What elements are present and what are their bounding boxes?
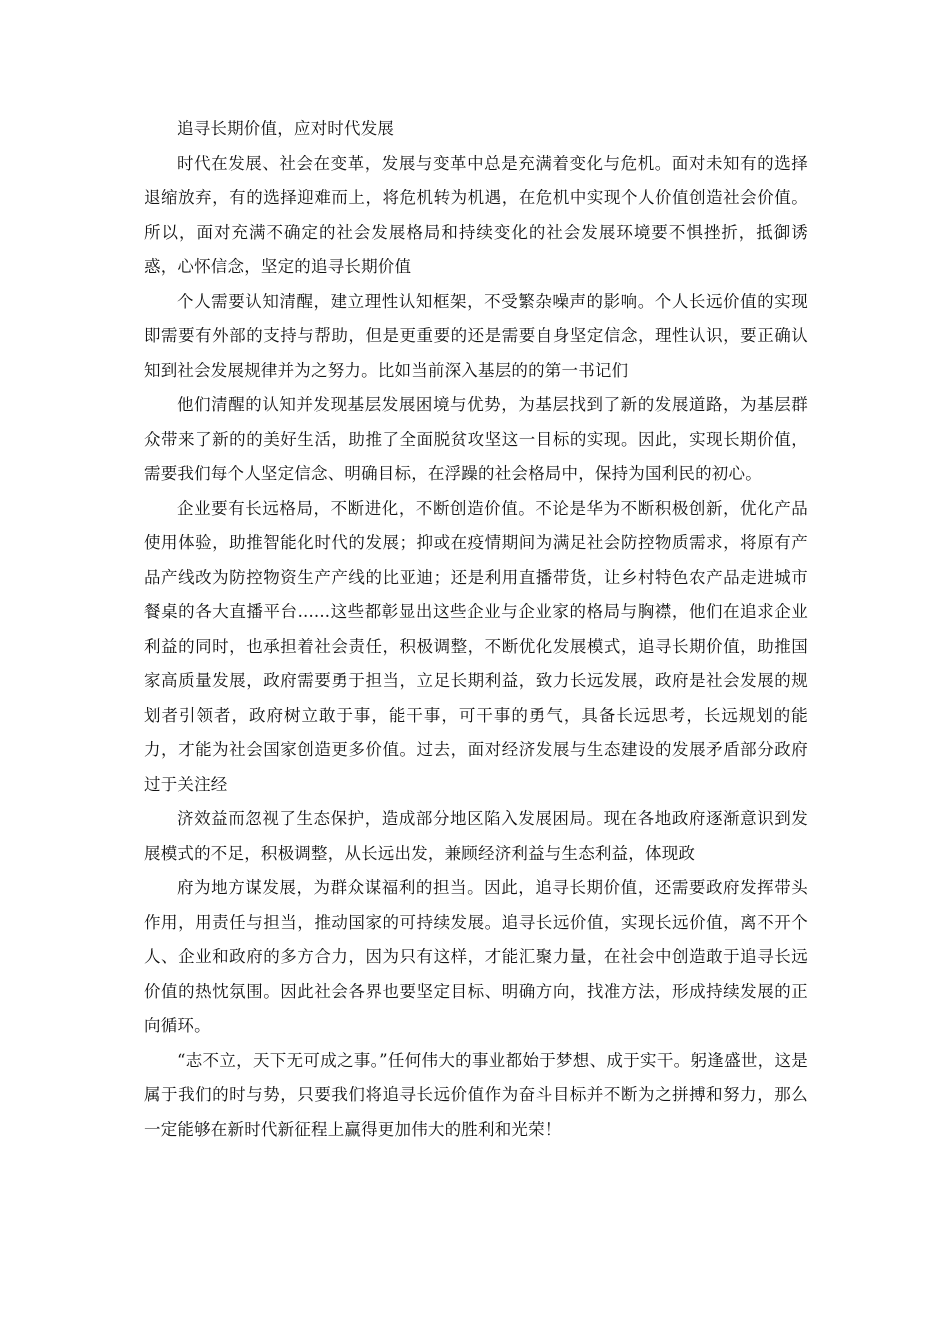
paragraph-4: 企业要有长远格局，不断进化，不断创造价值。不论是华为不断积极创新，优化产品使用体验，助推智能化时代的发展；抑或在疫情期间为满足社会防控物质需求，将原有产品产线改为防控物资生产产线的比亚迪；还是利用直播带货，让乡村特色农产品走进城市餐桌的各大直播平台......这些都彰显出这些企业与企业家的格局与胸襟，他们在追求企业利益的同时，也承担着社会责任，积极调整，不断优化发展模式，追寻长期价值，助推国家高质量发展，政府需要勇于担当，立足长期利益，致力长远发展，政府是社会发展的规划者引领者，政府树立敢于事，能干事，可干事的勇气，具备长远思考，长远规划的能力，才能为社会国家创造更多价值。过去，面对经济发展与生态建设的发展矛盾部分政府过于关注经: [144, 498, 808, 794]
paragraph-7: “志不立，天下无可成之事。”任何伟大的事业都始于梦想、成于实干。躬逢盛世，这是属于我们的时与势，只要我们将追寻长远价值作为奋斗目标并不断为之拼搏和努力，那么一定能够在新时代新征程上赢得更加伟大的胜利和光荣！: [144, 1050, 808, 1139]
paragraph-6: 府为地方谋发展，为群众谋福利的担当。因此，追寻长期价值，还需要政府发挥带头作用，用责任与担当，推动国家的可持续发展。追寻长远价值，实现长远价值，离不开个人、企业和政府的多方合力，因为只有这样，才能汇聚力量，在社会中创造敢于追寻长远价值的热忱氛围。因此社会各界也要坚定目标、明确方向，找准方法，形成持续发展的正向循环。: [144, 878, 808, 1035]
paragraph-5: 济效益而忽视了生态保护，造成部分地区陷入发展困局。现在各地政府逐渐意识到发展模式的不足，积极调整，从长远出发，兼顾经济利益与生态利益，体现政: [144, 809, 808, 863]
essay-title: 追寻长期价值，应对时代发展: [177, 119, 395, 138]
paragraph-2: 个人需要认知清醒，建立理性认知框架，不受繁杂噪声的影响。个人长远价值的实现即需要有外部的支持与帮助，但是更重要的还是需要自身坚定信念，理性认识，要正确认知到社会发展规律并为之努力。比如当前深入基层的的第一书记们: [144, 291, 808, 380]
paragraph-3: 他们清醒的认知并发现基层发展困境与优势，为基层找到了新的发展道路，为基层群众带来了新的的美好生活，助推了全面脱贫攻坚这一目标的实现。因此，实现长期价值，需要我们每个人坚定信念、明确目标，在浮躁的社会格局中，保持为国利民的初心。: [144, 395, 808, 483]
document-body: [144, 112, 808, 1147]
paragraph-1: 时代在发展、社会在变革，发展与变革中总是充满着变化与危机。面对未知有的选择退缩放弃，有的选择迎难而上，将危机转为机遇，在危机中实现个人价值创造社会价值。所以，面对充满不确定的社会发展格局和持续变化的社会发展环境要不惧挫折，抵御诱惑，心怀信念，坚定的追寻长期价值: [144, 153, 808, 276]
